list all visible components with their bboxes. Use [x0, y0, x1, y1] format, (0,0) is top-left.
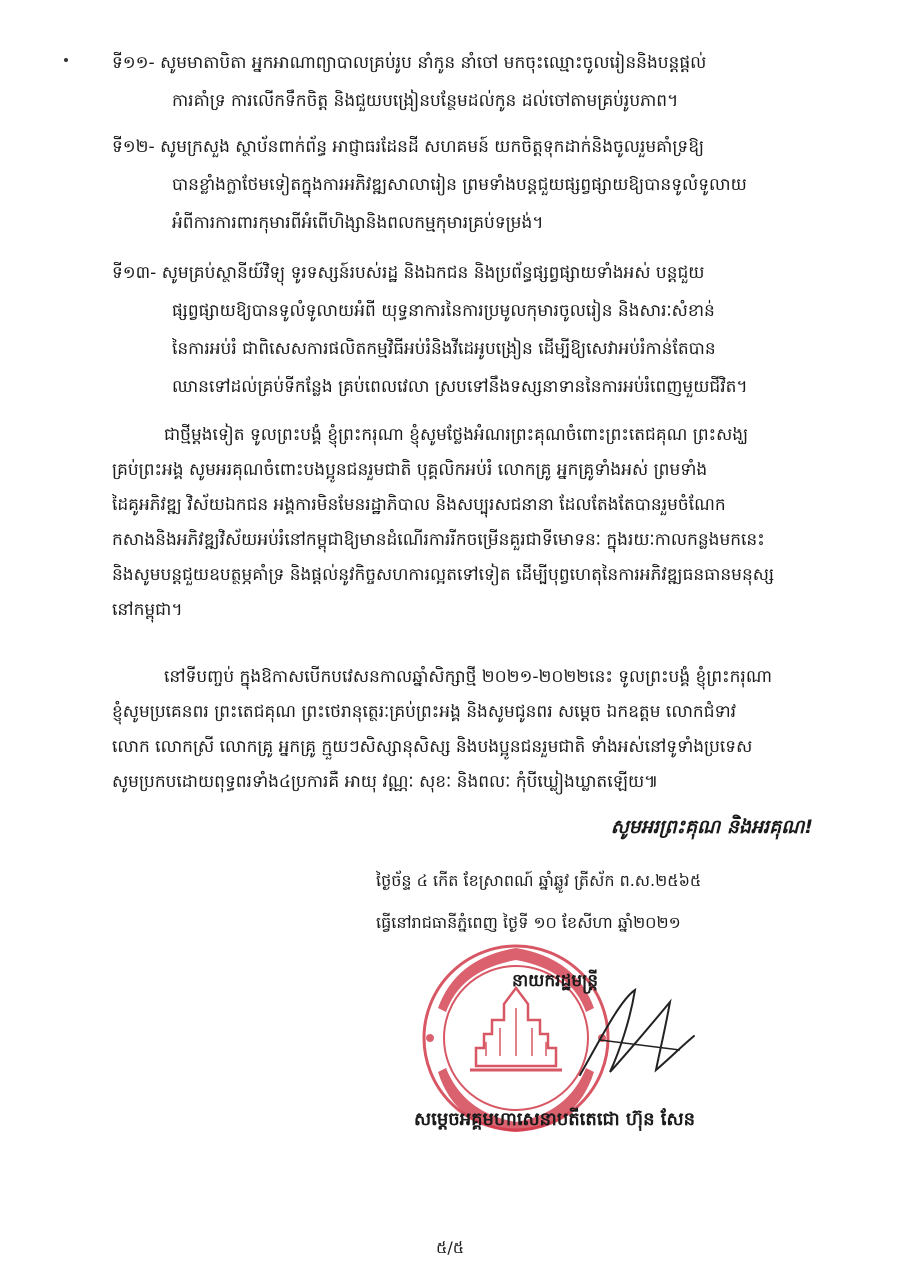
- signer-title: នាយករដ្ឋមន្ត្រី: [512, 971, 598, 991]
- paragraph-line: សូមប្រកបដោយពុទ្ធពរទាំង៤ប្រការគឺ អាយុ វណ្ណៈ សុខៈ និងពលៈ កុំបីឃ្លៀងឃ្លាតឡើយ៕: [112, 772, 659, 792]
- item-text-line: សូមគ្រប់ស្ថានីយ៍វិទ្យុ ទូរទស្សន៍របស់រដ្ឋ និងឯកជន និងប្រព័ន្ធផ្សព្វផ្សាយទាំងអស់ បន្តជួយ: [161, 263, 705, 283]
- item-number: ទី១៣-: [112, 263, 157, 283]
- paragraph-line: កសាងនិងអភិវឌ្ឍវិស័យអប់រំនៅកម្ពុជាឱ្យមានដំណើរការរីកចម្រើនគួរជាទីមោទនៈ ក្នុងរយៈកាលកន្លងមកនេះ: [112, 530, 765, 550]
- item-text-line: ការគាំទ្រ ការលើកទឹកចិត្ត និងជួយបង្រៀនបន្ថែមដល់កូន ដល់ចៅតាមគ្រប់រូបភាព។: [172, 91, 679, 111]
- paragraph-line: លោក លោកស្រី លោកគ្រូ អ្នកគ្រូ ក្មួយៗសិស្សានុសិស្ស និងបងប្អូនជនរួមជាតិ ទាំងអស់នៅទូទាំងប្រទេស: [112, 737, 753, 757]
- paragraph-line: គ្រប់ព្រះអង្គ សូមអរគុណចំពោះបងប្អូនជនរួមជាតិ បុគ្គលិកអប់រំ លោកគ្រូ អ្នកគ្រូទាំងអស់ ព្រមទាំង: [112, 460, 708, 480]
- item-number: ទី១២-: [112, 137, 155, 157]
- page-number: ៥/៥: [436, 1238, 465, 1257]
- paragraph-line: និងសូមបន្តជួយឧបត្ថម្ភគាំទ្រ និងផ្តល់នូវកិច្ចសហការល្អតទៅទៀត ដើម្បីបុព្វហេតុនៃការអភិវឌ្ឍធនធានមនុស្ស: [112, 565, 775, 585]
- item-text-line: នៃការអប់រំ ជាពិសេសការផលិតកម្មវិធីអប់រំនិងវីដេអូបង្រៀន ដើម្បីឱ្យសេវាអប់រំកាន់តែបាន: [172, 339, 716, 359]
- paragraph-line: ជាថ្មីម្តងទៀត ទូលព្រះបង្គំ ខ្ញុំព្រះករុណា ខ្ញុំសូមថ្លែងអំណរព្រះគុណចំពោះព្រះតេជគុណ ព្រះសង្ឃ: [164, 425, 749, 445]
- list-item-13: [112, 254, 832, 406]
- paragraph-line: ខ្ញុំសូមប្រគេនពរ ព្រះតេជគុណ ព្រះថេរានុត្ថេរៈគ្រប់ព្រះអង្គ និងសូមជូនពរ សម្តេច ឯកឧត្តម លោកជំទាវ: [112, 702, 737, 722]
- paragraph-thanks: [112, 418, 832, 628]
- lunar-date-line: ថ្ងៃច័ន្ទ ៤ កើត ខែស្រាពណ៍ ឆ្នាំឆ្លូវ ត្រីស័ក ព.ស.២៥៦៥: [376, 871, 702, 890]
- item-text-line: សូមក្រសួង ស្ថាប័នពាក់ព័ន្ធ អាជ្ញាធរដែនដី សហគមន៍ យកចិត្តទុកដាក់និងចូលរួមគាំទ្រឱ្យ: [160, 137, 705, 157]
- paragraph-line: នៅទីបញ្ចប់ ក្នុងឱកាសបើកបវេសនកាលឆ្នាំសិក្សាថ្មី ២០២១-២០២២នេះ ទូលព្រះបង្គំ ខ្ញុំព្រះករុណា: [164, 667, 772, 687]
- item-text-line: សូមមាតាបិតា អ្នកអាណាព្យាបាលគ្រប់រូប នាំកូន នាំចៅ មកចុះឈ្មោះចូលរៀននិងបន្តផ្តល់: [160, 53, 707, 73]
- list-item-11: [112, 44, 832, 120]
- closing-thanks: សូមអរព្រះគុណ និងអរគុណ!: [610, 816, 813, 838]
- paragraph-line: ដៃគូអភិវឌ្ឍ វិស័យឯកជន អង្គការមិនមែនរដ្ឋាភិបាល និងសប្បុរសជនានា ដែលតែងតែបានរួមចំណែក: [112, 495, 726, 515]
- handwritten-signature: [560, 980, 710, 1090]
- margin-dot: [64, 58, 68, 62]
- item-text-line: ឈានទៅដល់គ្រប់ទីកន្លែង គ្រប់ពេលវេលា ស្របទៅនឹងទស្សនាទាននៃការអប់រំពេញមួយជីវិត។: [172, 377, 748, 397]
- paragraph-blessing: [112, 660, 832, 800]
- location-date-line: ធ្វើនៅរាជធានីភ្នំពេញ ថ្ងៃទី ១០ ខែសីហា ឆ្នាំ២០២១: [376, 913, 681, 932]
- list-item-12: [112, 128, 832, 242]
- signer-name: សម្តេចអគ្គមហាសេនាបតីតេជោ ហ៊ុន សែន: [414, 1109, 696, 1130]
- item-number: ទី១១-: [112, 53, 155, 73]
- item-text-line: អំពីការការពារកុមារពីអំពើហិង្សានិងពលកម្មកុមារគ្រប់ទម្រង់។: [172, 213, 544, 233]
- item-text-line: ផ្សព្វផ្សាយឱ្យបានទូលំទូលាយអំពី យុទ្ធនាការនៃការប្រមូលកុមារចូលរៀន និងសារៈសំខាន់: [172, 301, 715, 321]
- paragraph-line: នៅកម្ពុជា។: [112, 600, 183, 620]
- item-text-line: បានខ្លាំងក្លាថែមទៀតក្នុងការអភិវឌ្ឍសាលារៀន ព្រមទាំងបន្តជួយផ្សព្វផ្សាយឱ្យបានទូលំទូលាយ: [172, 175, 747, 195]
